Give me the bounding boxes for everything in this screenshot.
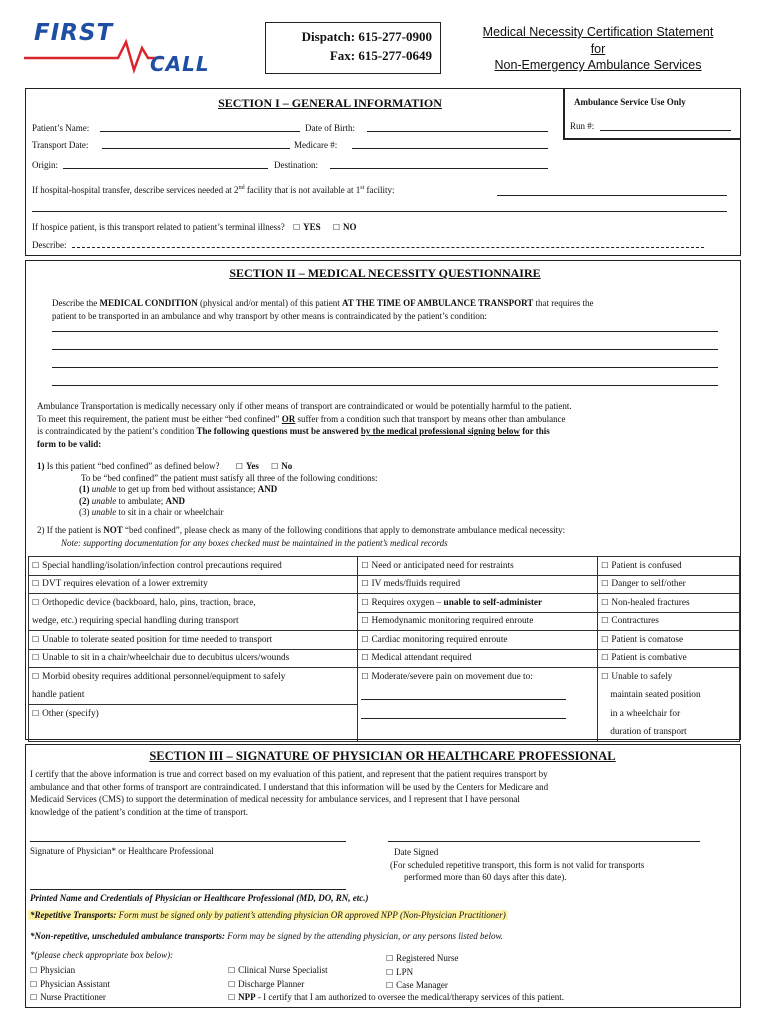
grid-row: ☐ Special handling/isolation/infection control precautions required — [29, 557, 358, 576]
lpn-checkbox[interactable]: ☐ — [386, 967, 394, 977]
transfer-field-2[interactable] — [32, 202, 727, 212]
date-signed-label: Date Signed (For scheduled repetitive transport, this form is not valid for transports performed more than 60 days after this date). — [390, 847, 645, 882]
bed-confined-yes-checkbox[interactable]: ☐ — [235, 462, 243, 471]
describe-label: Describe: — [32, 240, 67, 250]
printed-name-field[interactable] — [30, 880, 346, 890]
checkbox[interactable]: ☐ — [601, 653, 609, 663]
medicare-label: Medicare #: — [294, 140, 338, 150]
pa-checkbox[interactable]: ☐ — [30, 979, 38, 989]
hospice-no-checkbox[interactable]: ☐ — [332, 223, 341, 232]
checkbox[interactable]: ☐ — [32, 709, 40, 718]
transfer-field-1[interactable] — [497, 186, 727, 196]
patient-name-label: Patient’s Name: — [32, 123, 90, 133]
dispatch-fax: Fax: 615-277-0649 — [329, 48, 432, 63]
dispatch-box — [265, 22, 441, 74]
checkbox[interactable]: ☐ — [601, 672, 609, 681]
patient-name-field[interactable] — [100, 121, 300, 132]
transport-date-field[interactable] — [102, 138, 290, 149]
form-title — [452, 24, 744, 74]
title-line-3: Non-Emergency Ambulance Services — [494, 58, 702, 72]
np-checkbox[interactable]: ☐ — [30, 993, 38, 1002]
destination-label: Destination: — [274, 160, 318, 170]
repetitive-note: *Repetitive Transports: Form must be signed only by patient’s attending physician OR approved NPP (Non-Physician Practitioner) — [30, 910, 506, 920]
checkbox[interactable]: ☐ — [361, 597, 369, 607]
condition-line-3[interactable] — [52, 358, 718, 368]
pain-cause-field-1[interactable] — [361, 690, 566, 700]
signature-field[interactable] — [30, 832, 346, 842]
checkbox[interactable]: ☐ — [361, 579, 369, 589]
rn-checkbox[interactable]: ☐ — [386, 954, 394, 963]
checkbox[interactable]: ☐ — [601, 597, 609, 607]
condition-line-4[interactable] — [52, 376, 718, 386]
hospice-no-label: NO — [343, 222, 357, 232]
section-2-title: SECTION II – MEDICAL NECESSITY QUESTIONNAIRE — [229, 266, 541, 280]
cns-checkbox[interactable]: ☐ — [228, 966, 236, 975]
describe-field[interactable] — [72, 238, 704, 248]
checkbox[interactable]: ☐ — [32, 598, 40, 607]
origin-field[interactable] — [63, 158, 268, 169]
dispatch-phone: Dispatch: 615-277-0900 — [301, 29, 432, 44]
checkbox[interactable]: ☐ — [361, 616, 369, 626]
use-only-divider — [563, 88, 565, 140]
checkbox[interactable]: ☐ — [32, 579, 40, 589]
checkbox[interactable]: ☐ — [32, 560, 40, 570]
logo-text-first: FIRST — [34, 20, 114, 46]
section-3-title: SECTION III – SIGNATURE OF PHYSICIAN OR HEALTHCARE PROFESSIONAL — [149, 749, 616, 763]
use-only-divider-h — [563, 138, 741, 140]
logo-text-call: CALL — [150, 52, 210, 76]
conditions-grid: ☐ Special handling/isolation/infection control precautions required ☐ Need or anticipated need for restraints ☐ Patient is confused ☐ DVT requires elevation of a lower extremity ☐ IV meds/fluids required ☐ Danger to self/other ☐ Orthopedic device (backboard, halo, pins, traction, brace, ☐ Requires oxygen – unable to self-administer ☐ Non-healed fractures wedge, etc.) requiring special handling during transport ☐ Hemodynamic monitoring required enroute ☐ Contractures ☐ Unable to tolerate seated position for time needed to transport ☐ Cardiac monitoring required enroute ☐ Patient is comatose ☐ Unable to sit in a chair/wheelchair due to decubitus ulcers/wounds ☐ Medical attendant required ☐ Patient is combative ☐ Morbid obesity requires additional personnel/equipment to safely ☐ Moderate/severe pain on movement due to: ☐ Unable to safely handle patient maintain seated position ☐ Other (specify) in a wheelchair for duration of transport — [28, 556, 740, 742]
checkbox[interactable]: ☐ — [601, 634, 609, 644]
checkbox[interactable]: ☐ — [361, 672, 369, 681]
discharge-planner-checkbox[interactable]: ☐ — [228, 979, 236, 989]
origin-label: Origin: — [32, 160, 58, 170]
question-2: 2) If the patient is NOT “bed confined”, please check as many of the following conditions that apply to demonstrate ambulance medical necessity: Note: supporting documentation for any boxes checked must be maintained in the patient’s medical records — [37, 525, 566, 548]
condition-line-1[interactable] — [52, 322, 718, 332]
medicare-field[interactable] — [352, 138, 548, 149]
use-only-label: Ambulance Service Use Only — [574, 97, 686, 107]
section-1-title: SECTION I – GENERAL INFORMATION — [218, 96, 442, 110]
signature-label: Signature of Physician* or Healthcare Professional — [30, 846, 214, 856]
dob-label: Date of Birth: — [305, 123, 355, 133]
checkbox[interactable]: ☐ — [361, 560, 369, 570]
date-signed-field[interactable] — [388, 832, 700, 842]
checkbox[interactable]: ☐ — [601, 579, 609, 589]
condition-prompt: Describe the MEDICAL CONDITION (physical and/or mental) of this patient AT THE TIME OF AMBULANCE TRANSPORT that requires the patient to be transported in an ambulance and why transport by other means is contraindicated by the patient’s condition: — [52, 298, 594, 321]
transfer-question: If hospital-hospital transfer, describe services needed at 2nd facility that is not available at 1st facility: — [32, 185, 395, 195]
condition-line-2[interactable] — [52, 340, 718, 350]
title-line-2: for — [590, 41, 606, 56]
bed-confined-no-checkbox[interactable]: ☐ — [271, 462, 279, 471]
certification-text: I certify that the above information is true and correct based on my evaluation of this patient, and represent that the patient requires transport by ambulance and that other forms of transport are contraindicated. I understand that this information will be used by the Centers for Medicare and Medicaid Services (CMS) to support the determination of medical necessity for ambulance services, and I represent that I have personal knowledge of the patient’s condition at the time of transport. — [30, 769, 549, 817]
checkbox[interactable]: ☐ — [361, 634, 369, 644]
dob-field[interactable] — [367, 121, 548, 132]
check-note: *(please check appropriate box below): — [30, 950, 174, 960]
credential-options: *(please check appropriate box below): ☐ Physician ☐ Physician Assistant ☐ Nurse Practitioner ☐ Clinical Nurse Specialist ☐ Discharge Planner ☐ NPP - I certify that I am authorized to oversee the medical/therapy services of this patient. ☐ Registered Nurse ☐ LPN ☐ Case Manager — [30, 950, 565, 1002]
checkbox[interactable]: ☐ — [361, 653, 369, 663]
case-manager-checkbox[interactable]: ☐ — [386, 981, 394, 990]
question-1: 1) Is this patient “bed confined” as defined below? ☐ Yes ☐ No To be “bed confined” the patient must satisfy all three of the following conditions: (1) unable to get up from bed without assistance; AND (2) unable to ambulate; AND (3) unable to sit in a chair or wheelchair — [37, 461, 378, 517]
checkbox[interactable]: ☐ — [32, 634, 40, 644]
checkbox[interactable]: ☐ — [601, 560, 609, 570]
run-number-field[interactable] — [600, 121, 731, 131]
transport-date-label: Transport Date: — [32, 140, 89, 150]
necessity-paragraph: Ambulance Transportation is medically necessary only if other means of transport are contraindicated or would be potentially harmful to the patient. To meet this requirement, the patient must be either “bed confined” OR suffer from a condition such that transport by means other than ambulance is contraindicated by the patient’s condition The following questions must be answered by the medical professional signing below for this form to be valid: — [37, 401, 572, 449]
checkbox[interactable]: ☐ — [32, 672, 40, 681]
npp-checkbox[interactable]: ☐ — [228, 993, 236, 1002]
company-logo — [22, 20, 222, 78]
hospice-yes-checkbox[interactable]: ☐ — [292, 223, 301, 232]
destination-field[interactable] — [330, 158, 548, 169]
hospice-question: If hospice patient, is this transport related to patient’s terminal illness? ☐ YES ☐ NO — [32, 222, 357, 232]
non-repetitive-note: *Non-repetitive, unscheduled ambulance transports: Form may be signed by the attending physician, or any persons listed below. — [30, 931, 504, 941]
title-line-1: Medical Necessity Certification Statement — [482, 25, 714, 39]
checkbox[interactable]: ☐ — [32, 653, 40, 663]
checkbox[interactable]: ☐ — [601, 616, 609, 626]
pain-cause-field-2[interactable] — [361, 709, 566, 719]
physician-checkbox[interactable]: ☐ — [30, 966, 38, 975]
hospice-yes-label: YES — [303, 222, 321, 232]
run-label: Run #: — [570, 121, 595, 131]
printed-name-label: Printed Name and Credentials of Physician or Healthcare Professional (MD, DO, RN, etc.) — [30, 893, 369, 903]
